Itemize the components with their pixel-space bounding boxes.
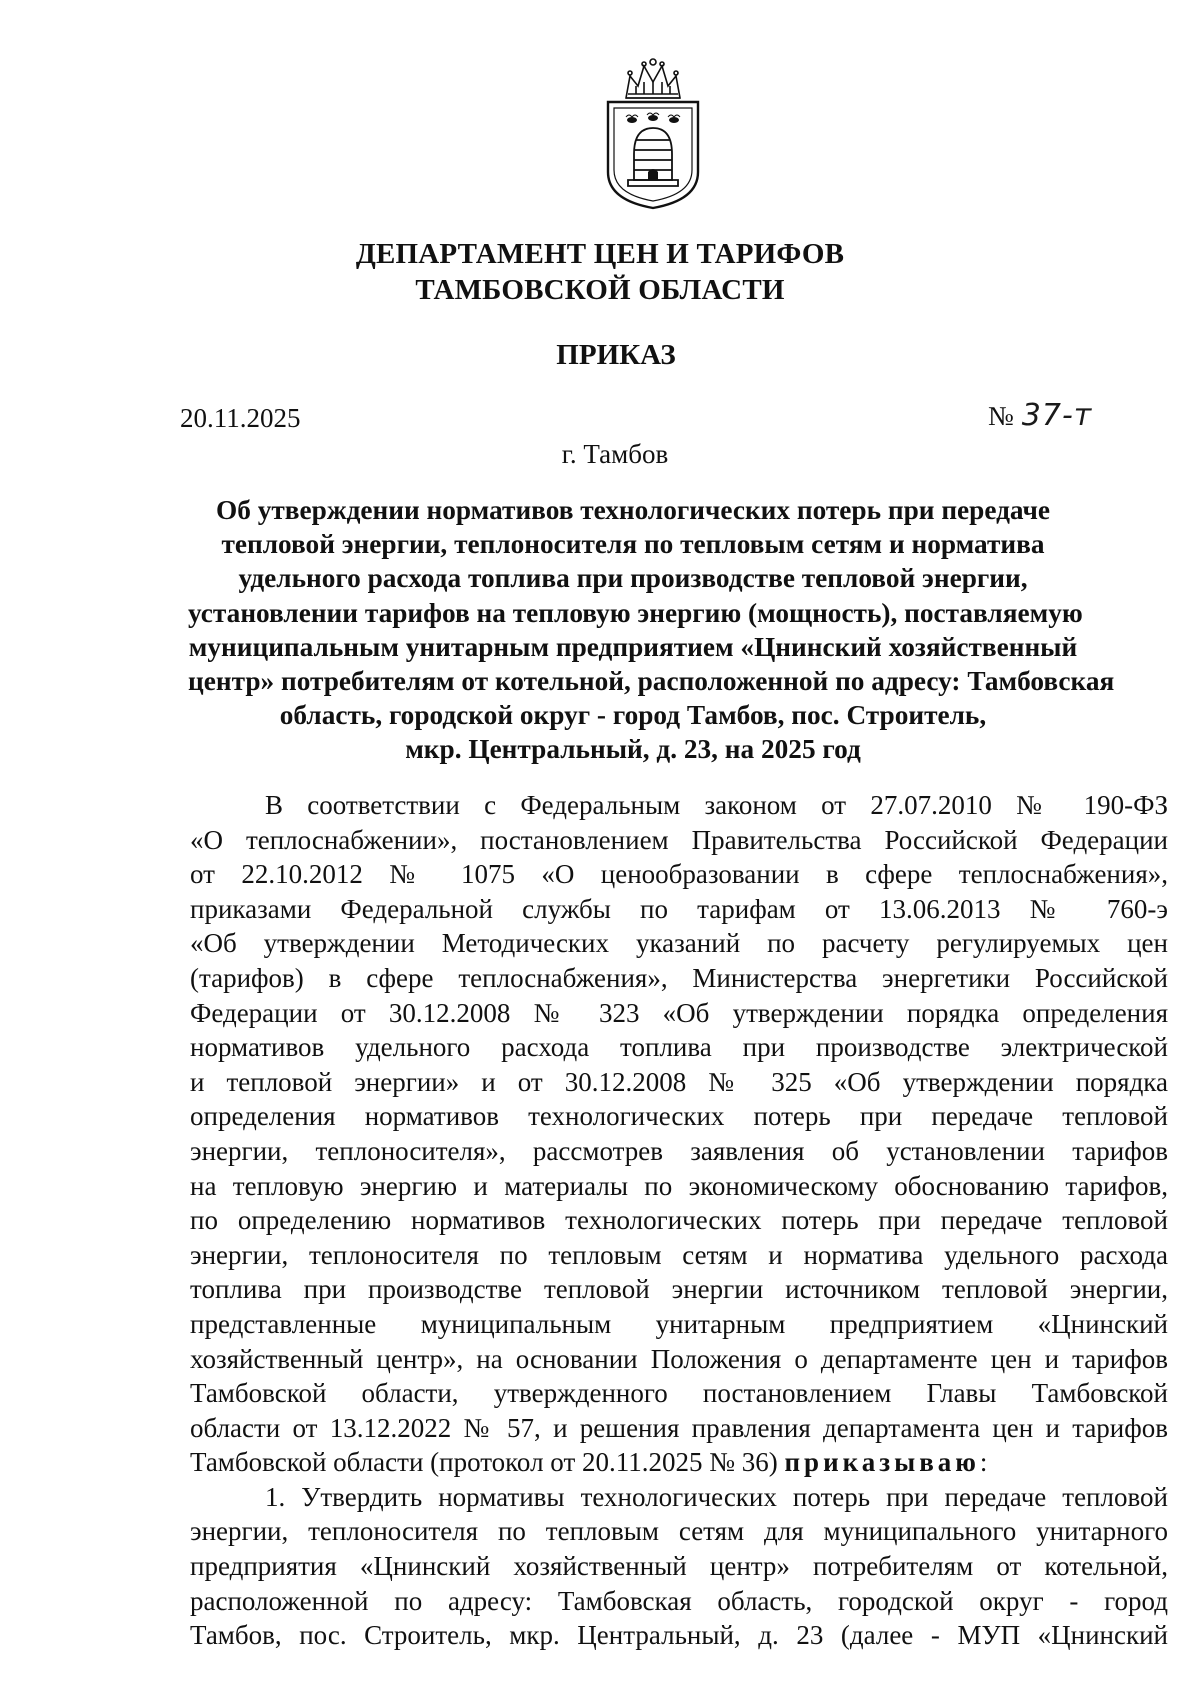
body-line: В соответствии с Федеральным законом от 27.07.2010 № 190-ФЗ <box>265 790 1168 820</box>
body-line: представленные муниципальным унитарным предприятием «Цнинский <box>190 1308 1168 1339</box>
document-body <box>190 788 1168 1653</box>
body-line: от 22.10.2012 № 1075 «О ценообразовании в сфере теплоснабжения», <box>190 859 1168 890</box>
body-line: Тамбовской области, утвержденного постановлением Главы Тамбовской <box>190 1378 1168 1409</box>
title-line: мкр. Центральный, д. 23, на 2025 год <box>405 734 861 765</box>
item-line: энергии, теплоносителя по тепловым сетям для муниципального унитарного <box>190 1516 1168 1547</box>
body-line: по определению нормативов технологических потерь при передаче тепловой <box>190 1205 1168 1236</box>
handwritten-number: 37-т <box>1021 398 1093 433</box>
title-line: Об утверждении нормативов технологических потерь при передаче <box>216 495 1050 525</box>
body-line: определения нормативов технологических потерь при передаче тепловой <box>190 1101 1168 1132</box>
body-last-line <box>190 1445 1168 1480</box>
body-line: приказами Федеральной службы по тарифам от 13.06.2013 № 760-э <box>190 893 1168 924</box>
body-line: энергии, теплоносителя», рассмотрев заявления об установлении тарифов <box>190 1135 1168 1166</box>
item-line: расположенной по адресу: Тамбовская область, городской округ - город <box>190 1585 1168 1616</box>
document-number <box>988 399 1092 433</box>
title-line: тепловой энергии, теплоносителя по тепловым сетям и норматива <box>221 529 1045 560</box>
body-line: (тарифов) в сфере теплоснабжения», Министерства энергетики Российской <box>190 962 1168 993</box>
number-sign: № <box>988 401 1014 431</box>
organization-line-2: ТАМБОВСКОЙ ОБЛАСТИ <box>415 274 785 306</box>
body-line: «Об утверждении Методических указаний по расчету регулируемых цен <box>190 928 1168 959</box>
organization-line-1: ДЕПАРТАМЕНТ ЦЕН И ТАРИФОВ <box>355 238 845 270</box>
tambov-coat-of-arms-emblem <box>600 54 706 210</box>
body-line: нормативов удельного расхода топлива при производстве электрической <box>190 1032 1168 1063</box>
title-line: муниципальным унитарным предприятием «Цнинский хозяйственный <box>188 631 1078 662</box>
title-line: область, городской округ - город Тамбов, пос. Строитель, <box>279 700 987 731</box>
body-line: на тепловую энергию и материалы по экономическому обоснованию тарифов, <box>190 1170 1168 1201</box>
document-city: г. Тамбов <box>561 439 669 469</box>
body-line: топлива при производстве тепловой энергии источником тепловой энергии, <box>190 1274 1168 1305</box>
body-line-text: Тамбовской области (протокол от 20.11.2025 № 36) <box>190 1447 785 1478</box>
document-type: ПРИКАЗ <box>556 339 676 371</box>
title-line: удельного расхода топлива при производстве тепловой энергии, <box>238 563 1028 594</box>
body-line: хозяйственный центр», на основании Положения о департаменте цен и тарифов <box>190 1343 1168 1374</box>
body-line: области от 13.12.2022 № 57, и решения правления департамента цен и тарифов <box>190 1412 1168 1443</box>
title-line: установлении тарифов на тепловую энергию (мощность), поставляемую <box>188 597 1083 628</box>
order-word: приказываю <box>784 1447 980 1478</box>
item-line: 1. Утвердить нормативы технологических потерь при передаче тепловой <box>265 1481 1168 1512</box>
document-title <box>188 493 1115 767</box>
body-line: энергии, теплоносителя по тепловым сетям и норматива удельного расхода <box>190 1239 1168 1270</box>
body-line: «О теплоснабжении», постановлением Правительства Российской Федерации <box>190 824 1168 855</box>
item-line: Тамбов, пос. Строитель, мкр. Центральный, д. 23 (далее - МУП «Цнинский <box>190 1620 1168 1651</box>
item-line: предприятия «Цнинский хозяйственный центр» потребителям от котельной, <box>190 1551 1168 1582</box>
title-line: центр» потребителям от котельной, расположенной по адресу: Тамбовская <box>188 666 1115 697</box>
body-line: Федерации от 30.12.2008 № 323 «Об утверждении порядка определения <box>190 997 1168 1028</box>
body-line: и тепловой энергии» и от 30.12.2008 № 325 «Об утверждении порядка <box>190 1066 1168 1097</box>
colon: : <box>979 1447 988 1478</box>
organization-name <box>0 236 1200 308</box>
document-date: 20.11.2025 <box>180 403 301 433</box>
